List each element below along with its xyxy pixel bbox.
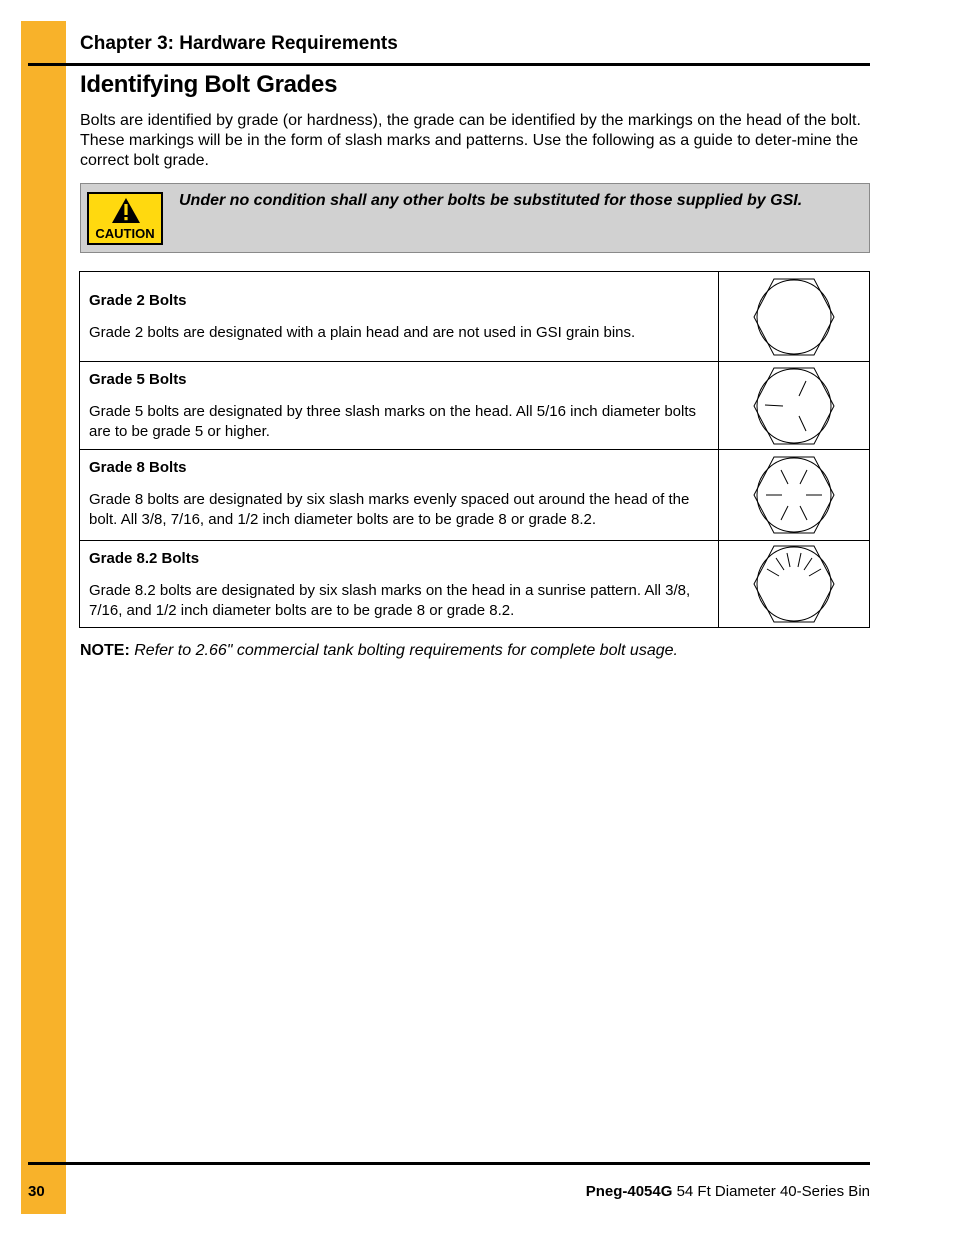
grade-text-cell xyxy=(80,362,719,450)
table-row xyxy=(80,362,870,450)
grade-name: Grade 2 Bolts xyxy=(89,292,187,309)
chapter-title: Chapter 3: Hardware Requirements xyxy=(80,33,398,54)
footer-document-title xyxy=(586,1183,870,1200)
footer-doc-title: 54 Ft Diameter 40-Series Bin xyxy=(676,1183,870,1200)
grade-image-cell xyxy=(719,541,870,628)
page-number: 30 xyxy=(28,1183,45,1200)
bolt-grade-table xyxy=(79,271,870,628)
note-text: Refer to 2.66" commercial tank bolting requirements for complete bolt usage. xyxy=(134,642,678,659)
grade-text-cell xyxy=(80,541,719,628)
page-title: Identifying Bolt Grades xyxy=(80,71,338,98)
warning-triangle-icon xyxy=(111,197,141,224)
grade-name: Grade 5 Bolts xyxy=(89,371,187,388)
caution-badge xyxy=(87,192,163,245)
bolt-head-plain-icon xyxy=(749,277,839,357)
grade-description: Grade 8 bolts are designated by six slash marks evenly spaced out around the head of the bolt. All 3/8, 7/16, and 1/2 inch diameter bolts are to be grade 8 or grade 8.2. xyxy=(89,491,690,528)
footer-doc-code: Pneg-4054G xyxy=(585,1183,673,1200)
grade-name: Grade 8 Bolts xyxy=(89,459,187,476)
intro-paragraph: Bolts are identified by grade (or hardness), the grade can be identified by the markings on the head of the bolt. These markings will be in the form of slash marks and patterns. Use the following as a guide to deter-mine the correct bolt grade. xyxy=(80,112,861,169)
table-row xyxy=(80,450,870,541)
bolt-head-six-slash-icon xyxy=(749,455,839,535)
header-rule xyxy=(28,63,870,66)
table-row xyxy=(80,272,870,362)
grade-description: Grade 8.2 bolts are designated by six slash marks on the head in a sunrise pattern. All 3/8, 7/16, and 1/2 inch diameter bolts are to be grade 8 or grade 8.2. xyxy=(89,582,691,619)
note-label: NOTE: xyxy=(80,642,130,659)
grade-description: Grade 2 bolts are designated with a plain head and are not used in GSI grain bins. xyxy=(89,324,636,341)
note xyxy=(80,642,678,660)
grade-image-cell xyxy=(719,272,870,362)
caution-label: CAUTION xyxy=(95,226,155,241)
grade-description: Grade 5 bolts are designated by three slash marks on the head. All 5/16 inch diameter bolts are to be grade 5 or higher. xyxy=(89,403,697,440)
grade-text-cell xyxy=(80,450,719,541)
footer-rule xyxy=(28,1162,870,1165)
caution-text: Under no condition shall any other bolts be substituted for those supplied by GSI. xyxy=(179,192,803,209)
caution-box xyxy=(80,183,870,253)
grade-name: Grade 8.2 Bolts xyxy=(89,550,200,567)
grade-text-cell xyxy=(80,272,719,362)
grade-image-cell xyxy=(719,450,870,541)
grade-image-cell xyxy=(719,362,870,450)
bolt-head-three-slash-icon xyxy=(749,366,839,446)
table-row xyxy=(80,541,870,628)
chapter-side-bar xyxy=(21,21,66,1214)
bolt-head-sunrise-icon xyxy=(749,544,839,624)
